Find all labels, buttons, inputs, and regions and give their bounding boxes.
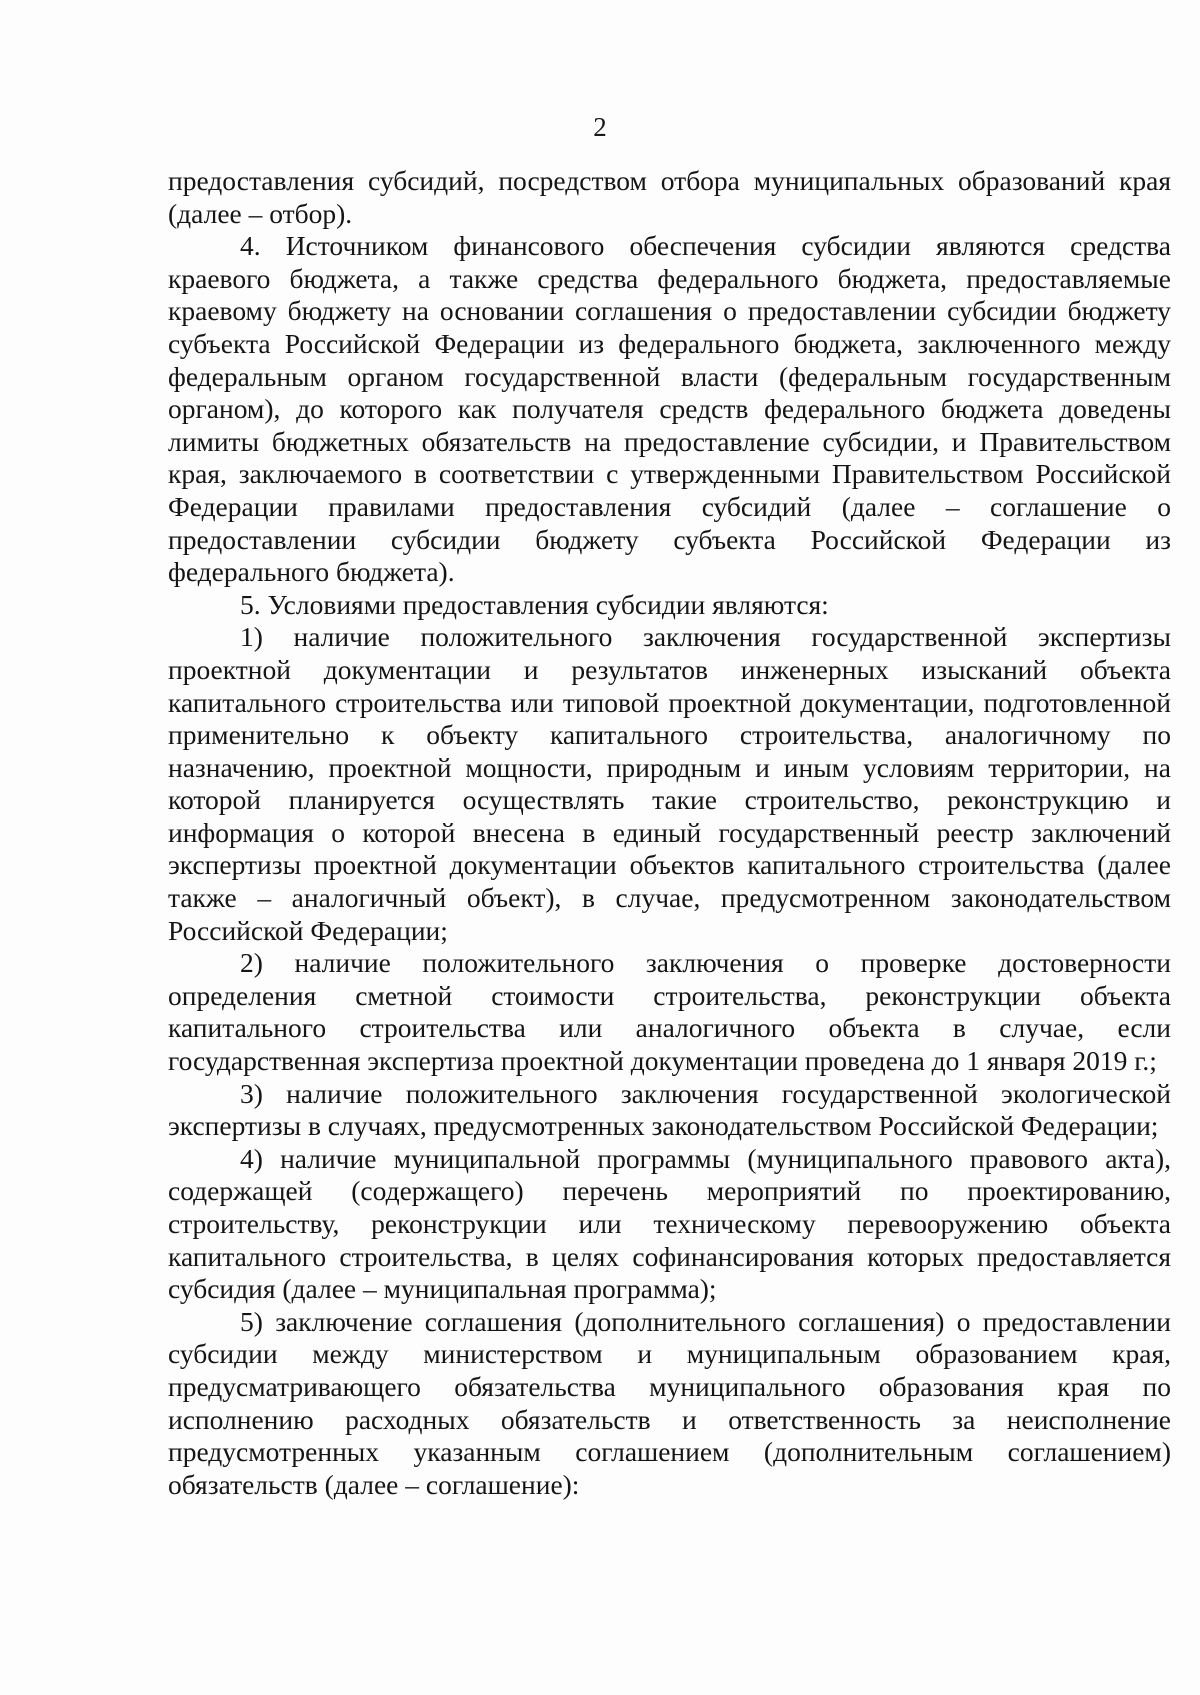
- document-body: [168, 165, 1171, 1501]
- paragraph-continuation: предоставления субсидий, посредством отбора муниципальных образований края (далее – отбор).: [168, 165, 1171, 229]
- paragraph-5-item-3: 3) наличие положительного заключения государственной экологической экспертизы в случаях, предусмотренных законодательством Российской Федерации;: [168, 1077, 1171, 1142]
- paragraph-5: 5. Условиями предоставления субсидии являются:: [240, 588, 829, 620]
- page-number: 2: [593, 112, 607, 142]
- paragraph-5-item-1: 1) наличие положительного заключения государственной экспертизы проектной документации и результатов инженерных изысканий объекта капитального строительства или типовой проектной документации, подготовленной применительно к объекту капитального строительства, аналогичному по назначению, проектной мощности, природным и иным условиям территории, на которой планируется осуществлять такие строительство, реконструкцию и информация о которой внесена в единый государственный реестр заключений экспертизы проектной документации объектов капитального строительства (далее также – аналогичный объект), в случае, предусмотренном законодательством Российской Федерации;: [168, 621, 1171, 946]
- paragraph-5-item-4: 4) наличие муниципальной программы (муниципального правового акта), содержащей (содержащего) перечень мероприятий по проектированию, строительству, реконструкции или техническому перевооружению объекта капитального строительства, в целях софинансирования которых предоставляется субсидия (далее – муниципальная программа);: [168, 1142, 1171, 1305]
- paragraph-5-item-5: 5) заключение соглашения (дополнительного соглашения) о предоставлении субсидии между министерством и муниципальным образованием края, предусматривающего обязательства муниципального образования края по исполнению расходных обязательств и ответственность за неисполнение предусмотренных указанным соглашением (дополнительным соглашением) обязательств (далее – соглашение):: [168, 1305, 1171, 1500]
- paragraph-4: 4. Источником финансового обеспечения субсидии являются средства краевого бюджета, а также средства федерального бюджета, предоставляемые краевому бюджету на основании соглашения о предоставлении субсидии бюджету субъекта Российской Федерации из федерального бюджета, заключенного между федеральным органом государственной власти (федеральным государственным органом), до которого как получателя средств федерального бюджета доведены лимиты бюджетных обязательств на предоставление субсидии, и Правительством края, заключаемого в соответствии с утвержденными Правительством Российской Федерации правилами предоставления субсидий (далее – соглашение о предоставлении субсидии бюджету субъекта Российской Федерации из федерального бюджета).: [168, 230, 1171, 588]
- paragraph-5-item-2: 2) наличие положительного заключения о проверке достоверности определения сметной стоимости строительства, реконструкции объекта капитального строительства или аналогичного объекта в случае, если государственная экспертиза проектной документации проведена до 1 января 2019 г.;: [168, 947, 1171, 1077]
